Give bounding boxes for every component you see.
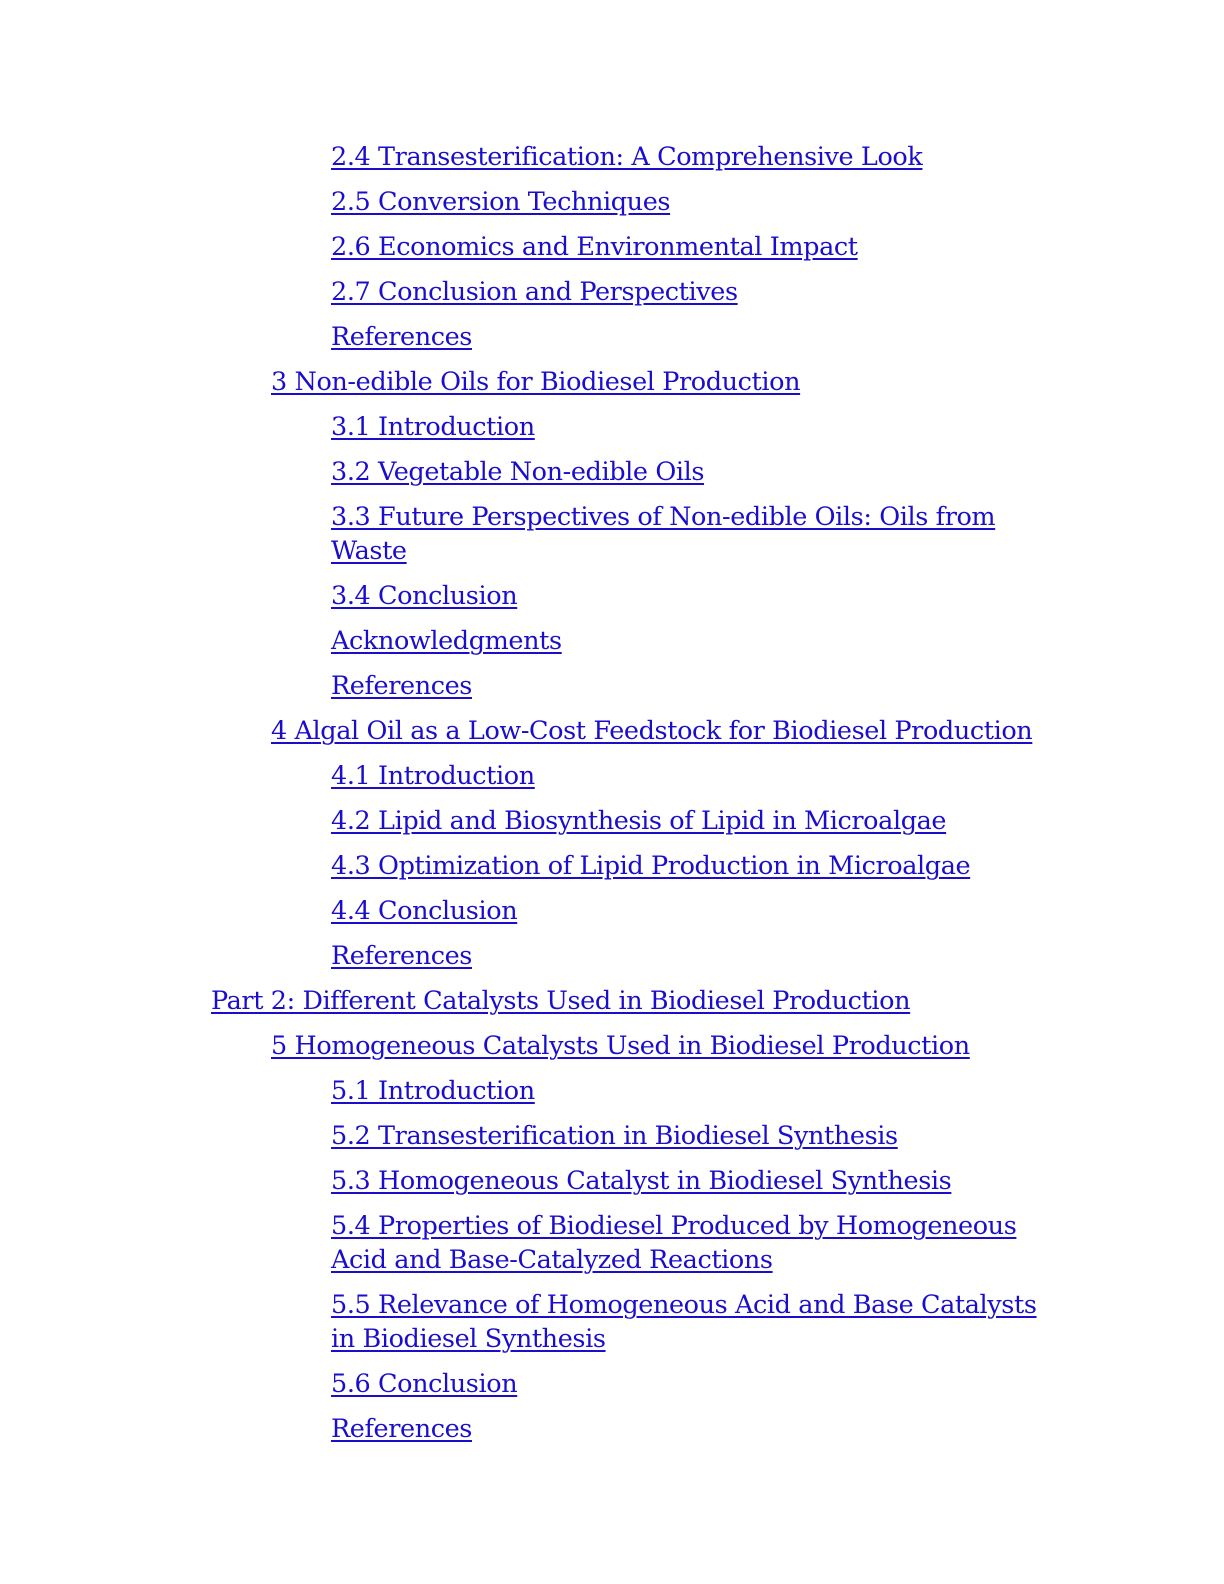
toc-entry-ch2-references <box>0 320 1061 354</box>
toc-link-4-4[interactable]: 4.4 Conclusion <box>331 896 518 926</box>
toc-entry-2-6 <box>0 230 1061 264</box>
toc-entry-4-4 <box>0 894 1061 928</box>
toc-link-2-4[interactable]: 2.4 Transesterification: A Comprehensive Look <box>331 142 923 172</box>
toc-entry-3-3 <box>0 500 1061 568</box>
toc-entry-3-4 <box>0 579 1061 613</box>
toc-link-2-5[interactable]: 2.5 Conversion Techniques <box>331 187 671 217</box>
toc-link-4-2[interactable]: 4.2 Lipid and Biosynthesis of Lipid in Microalgae <box>331 806 947 836</box>
toc-entry-chapter-3 <box>0 365 1051 399</box>
toc-entry-chapter-5 <box>0 1029 1051 1063</box>
toc-link-3-3[interactable]: 3.3 Future Perspectives of Non-edible Oils: Oils from Waste <box>331 502 996 566</box>
toc-link-part-2[interactable]: Part 2: Different Catalysts Used in Biodiesel Production <box>211 986 911 1016</box>
toc-link-chapter-5[interactable]: 5 Homogeneous Catalysts Used in Biodiesel Production <box>271 1031 970 1061</box>
toc-link-5-4[interactable]: 5.4 Properties of Biodiesel Produced by Homogeneous Acid and Base-Catalyzed Reactions <box>331 1211 1017 1275</box>
toc-entry-2-4 <box>0 140 1061 174</box>
toc-entry-4-2 <box>0 804 1061 838</box>
toc-link-4-3[interactable]: 4.3 Optimization of Lipid Production in Microalgae <box>331 851 971 881</box>
toc-entry-5-6 <box>0 1367 1061 1401</box>
toc-entry-chapter-4 <box>0 714 1051 748</box>
toc-link-4-1[interactable]: 4.1 Introduction <box>331 761 535 791</box>
toc-entry-ch3-acknowledgments <box>0 624 1061 658</box>
toc-link-3-1[interactable]: 3.1 Introduction <box>331 412 535 442</box>
toc-entry-4-3 <box>0 849 1061 883</box>
toc-entry-5-2 <box>0 1119 1061 1153</box>
toc-entry-ch4-references <box>0 939 1061 973</box>
toc-link-ch2-references[interactable]: References <box>331 322 472 352</box>
toc-link-2-6[interactable]: 2.6 Economics and Environmental Impact <box>331 232 858 262</box>
table-of-contents <box>0 140 1224 1457</box>
toc-entry-ch3-references <box>0 669 1061 703</box>
toc-entry-ch5-references <box>0 1412 1061 1446</box>
toc-link-chapter-4[interactable]: 4 Algal Oil as a Low-Cost Feedstock for Biodiesel Production <box>271 716 1033 746</box>
toc-link-5-3[interactable]: 5.3 Homogeneous Catalyst in Biodiesel Synthesis <box>331 1166 952 1196</box>
toc-link-ch5-references[interactable]: References <box>331 1414 472 1444</box>
toc-entry-3-1 <box>0 410 1061 444</box>
toc-entry-5-4 <box>0 1209 1061 1277</box>
toc-entry-5-3 <box>0 1164 1061 1198</box>
toc-link-5-1[interactable]: 5.1 Introduction <box>331 1076 535 1106</box>
toc-link-ch3-references[interactable]: References <box>331 671 472 701</box>
toc-link-5-6[interactable]: 5.6 Conclusion <box>331 1369 518 1399</box>
toc-link-3-4[interactable]: 3.4 Conclusion <box>331 581 518 611</box>
toc-link-ch3-acknowledgments[interactable]: Acknowledgments <box>331 626 562 656</box>
toc-link-ch4-references[interactable]: References <box>331 941 472 971</box>
toc-link-5-5[interactable]: 5.5 Relevance of Homogeneous Acid and Base Catalysts in Biodiesel Synthesis <box>331 1290 1037 1354</box>
toc-link-chapter-3[interactable]: 3 Non-edible Oils for Biodiesel Production <box>271 367 801 397</box>
toc-entry-5-5 <box>0 1288 1061 1356</box>
toc-entry-4-1 <box>0 759 1061 793</box>
toc-entry-5-1 <box>0 1074 1061 1108</box>
toc-entry-2-7 <box>0 275 1061 309</box>
toc-link-3-2[interactable]: 3.2 Vegetable Non-edible Oils <box>331 457 705 487</box>
toc-entry-part-2 <box>0 984 991 1018</box>
toc-entry-2-5 <box>0 185 1061 219</box>
toc-entry-3-2 <box>0 455 1061 489</box>
toc-link-2-7[interactable]: 2.7 Conclusion and Perspectives <box>331 277 738 307</box>
toc-link-5-2[interactable]: 5.2 Transesterification in Biodiesel Synthesis <box>331 1121 898 1151</box>
